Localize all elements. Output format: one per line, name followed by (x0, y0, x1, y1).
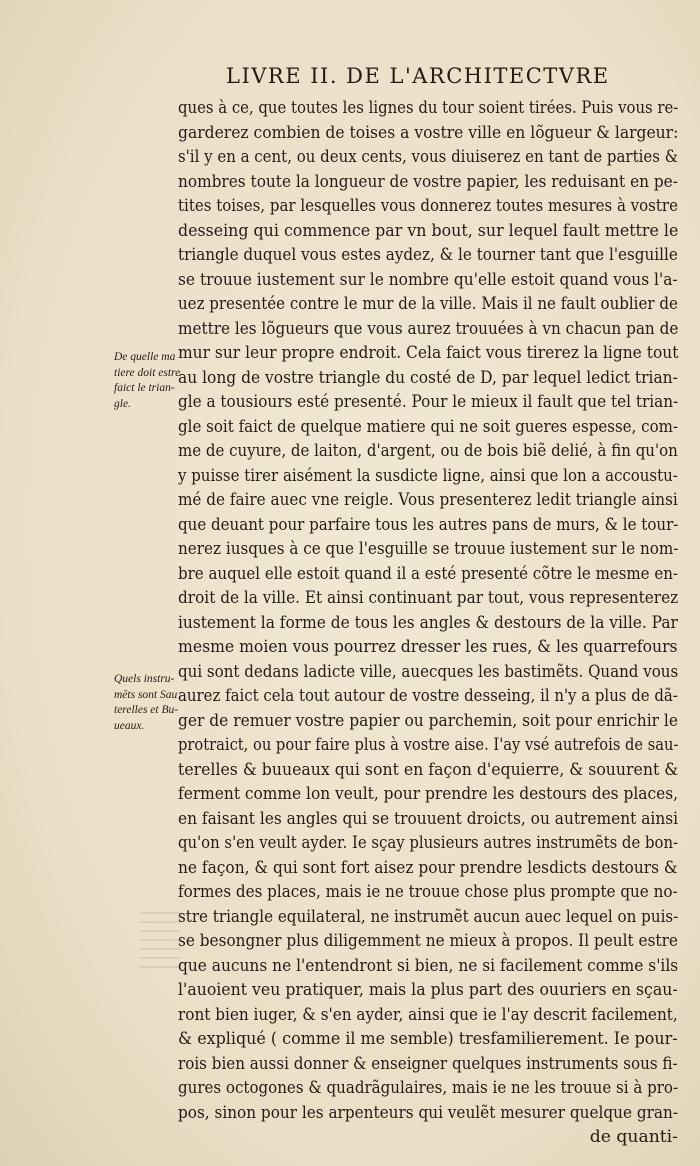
text-line: desseing qui commence par vn bout, sur lequel fault mettre le (178, 220, 679, 241)
text-line: gle a tousiours esté presenté. Pour le mieux il fault que tel trian- (178, 392, 679, 412)
text-line: qui sont dedans ladicte ville, auecques les bastimẽts. Quand vous (178, 661, 679, 682)
text-line: me de cuyure, de laiton, d'argent, ou de bois biẽ delié, à fin qu'on (178, 441, 678, 461)
text-line: nombres toute la longueur de vostre papier, les reduisant en pe- (178, 171, 678, 192)
margin-note-line: terelles et Bu- (114, 704, 179, 716)
margin-note-line: mēts sont Sau (114, 688, 178, 701)
margin-note-line: tiere doit estre (114, 366, 181, 379)
text-line: & expliqué ( comme il me semble) tresfamilierement. Ie pour- (178, 1029, 678, 1049)
text-line: que deuant pour parfaire tous les autres pans de murs, & le tour- (178, 514, 679, 535)
running-head: LIVRE II. DE L'ARCHITECTVRE (226, 64, 610, 88)
margin-note-line: De quelle ma (114, 351, 176, 363)
text-line: que aucuns ne l'entendront si bien, ne si facilement comme s'ils (178, 955, 679, 976)
text-line: terelles & buueaux qui sont en façon d'equierre, & souurent & (178, 759, 679, 780)
text-line: qu'on s'en veult ayder. Ie sçay plusieurs autres instrumẽts de bon- (178, 833, 679, 853)
text-line: l'auoient veu pratiquer, mais la plus part des ouuriers en sçau- (178, 980, 678, 1000)
text-line: ger de remuer vostre papier ou parchemin, soit pour enrichir le (178, 710, 678, 731)
text-line: ront bien iuger, & s'en ayder, ainsi que ie l'ay descrit facilement, (178, 1004, 678, 1025)
text-line: mur sur leur propre endroit. Cela faict vous tirerez la ligne tout (178, 343, 679, 363)
text-line: se besongner plus diligemment ne mieux à propos. Il peult estre (178, 931, 678, 951)
text-line: stre triangle equilateral, ne instrumẽt aucun auec lequel on puis- (178, 906, 679, 927)
text-line: iustement la forme de tous les angles & destours de la ville. Par (178, 612, 678, 633)
text-line: formes des places, mais ie ne trouue chose plus prompte que no- (178, 882, 678, 902)
body-text (178, 96, 678, 1150)
text-line: droit de la ville. Et ainsi continuant par tout, vous representerez (178, 588, 679, 608)
margin-note-line: faict le trian- (114, 382, 175, 394)
text-line: y puisse tirer aisément la susdicte ligne, ainsi que lon a accoustu- (178, 465, 678, 486)
text-line: en faisant les angles qui se trouuent droicts, ou autrement ainsi (178, 808, 679, 829)
margin-note-line: gle. (114, 397, 131, 410)
text-line: mé de faire auec vne reigle. Vous presenterez ledit triangle ainsi (178, 490, 678, 510)
text-line: uez presentée contre le mur de la ville. Mais il ne fault oublier de (178, 294, 678, 314)
show-through-smudge (140, 912, 180, 972)
text-line: gle soit faict de quelque matiere qui ne soit gueres espesse, com- (178, 416, 678, 437)
text-line: gures octogones & quadrãgulaires, mais ie ne les trouue si à pro- (178, 1078, 679, 1098)
text-line: mesme moien vous pourrez dresser les rues, & les quarrefours (178, 637, 678, 657)
text-line: tites toises, par lesquelles vous donnerez toutes mesures à vostre (178, 196, 678, 216)
margin-note-line: ueaux. (114, 719, 145, 732)
text-line: garderez combien de toises a vostre ville en lõgueur & largeur: (178, 122, 679, 143)
text-line: ferment comme lon veult, pour prendre les destours des places, (178, 784, 678, 804)
text-line: mettre les lõgueurs que vous aurez trouuées à vn chacun pan de (178, 318, 679, 339)
margin-note-instruments (114, 672, 178, 734)
text-line: nerez iusques à ce que l'esguille se trouue iustement sur le nom- (178, 539, 679, 559)
text-line: s'il y en a cent, ou deux cents, vous diuiserez en tant de parties & (178, 147, 679, 167)
text-line: triangle duquel vous estes aydez, & le tourner tant que l'esguille (178, 245, 678, 265)
text-line: ques à ce, que toutes les lignes du tour soient tirées. Puis vous re- (178, 98, 679, 118)
margin-note-line: Quels instru- (114, 673, 175, 685)
text-line: rois bien aussi donner & enseigner quelques instruments sous fi- (178, 1053, 678, 1074)
text-line: pos, sinon pour les arpenteurs qui veulẽt mesurer quelque gran- (178, 1102, 679, 1123)
text-line: au long de vostre triangle du costé de D, par lequel ledict trian- (178, 367, 678, 388)
text-line: aurez faict cela tout autour de vostre desseing, il n'y a plus de dã- (178, 686, 678, 706)
text-line: protraict, ou pour faire plus à vostre aise. I'ay vsé autrefois de sau- (178, 735, 679, 755)
margin-note-triangle-material (114, 350, 181, 412)
text-line: ne façon, & qui sont fort aisez pour prendre lesdicts destours & (178, 857, 678, 878)
text-line: bre auquel elle estoit quand il a esté presenté cõtre le mesme en- (178, 563, 678, 584)
text-line: de quanti- (589, 1127, 678, 1147)
text-line: se trouue iustement sur le nombre qu'elle estoit quand vous l'a- (178, 269, 678, 290)
